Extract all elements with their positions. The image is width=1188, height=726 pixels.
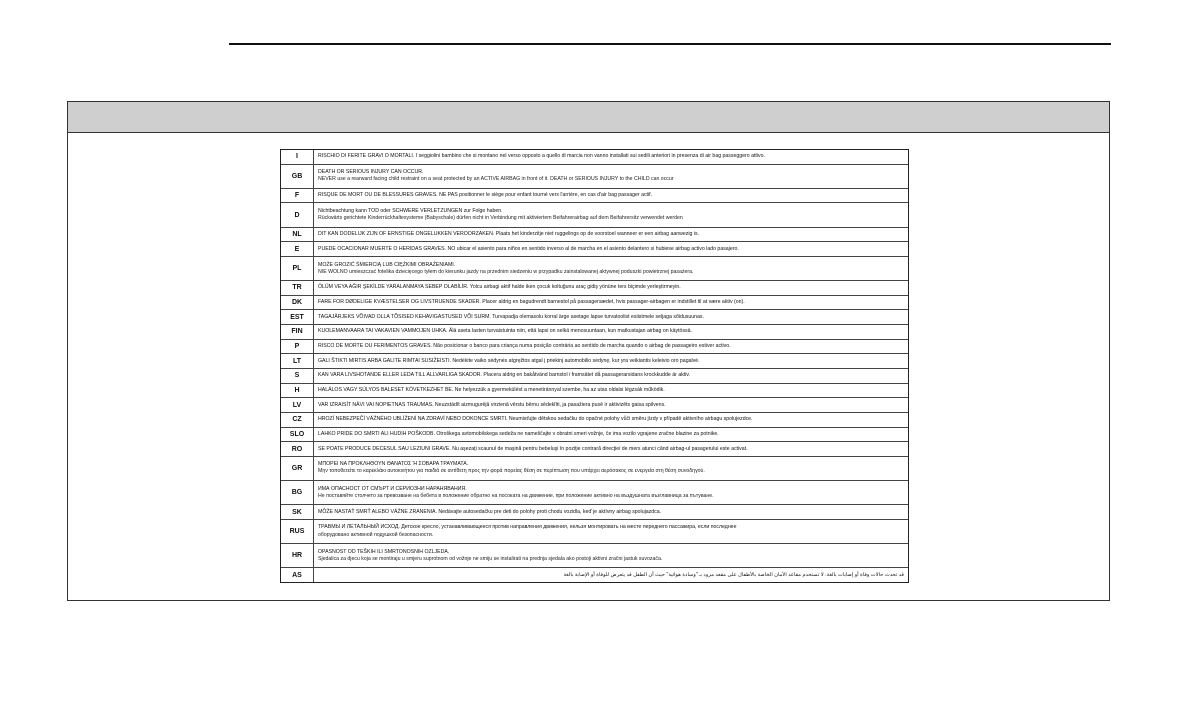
language-code: LT bbox=[281, 354, 314, 368]
language-code: RUS bbox=[281, 520, 314, 543]
language-code: I bbox=[281, 150, 314, 164]
warning-line: Μην τοποθετείτε το καρεκλάκι αυτοκινήτου για παιδιά σε αντίθετη προς την φορά πορείας θέση σε περίπτωση που υπάρχει αερόσακος σε ενεργεία στη θέση συνοδηγού. bbox=[318, 468, 705, 475]
label-row-i bbox=[281, 150, 908, 165]
warning-line: MOŻE GROZIĆ ŚMIERCIĄ LUB CIĘŻKIMI OBRAŻENIAMI. bbox=[318, 261, 456, 268]
warning-text bbox=[314, 413, 908, 427]
warning-text bbox=[314, 203, 908, 226]
warning-line: ТРАВМЫ И ЛЕТАЛЬНЫЙ ИСХОД. Детское кресло, устанавливающееся против направления движения, нельзя монтировать на месте переднего пассажира, если последнее bbox=[318, 524, 737, 531]
label-row-gb bbox=[281, 165, 908, 189]
warning-line: ÖLÜM VEYA AĞIR ŞEKİLDE YARALANMAYA SEBEP OLABİLİR. Yolcu airbagi aktif halde iken çocuk koltuğunu araç gidiş yönüne ters biçimde yerleştirmeyin. bbox=[318, 284, 681, 291]
warning-line: HROZÍ NEBEZPEČÍ VÁŽNÉHO UBLÍŽENÍ NA ZDRAVÍ NEBO DOKONCE SMRTI. Neumisťujte dětskou sedačku do opačné polohy vůči směru jízdy v případě aktivního airbagu spolujezdce. bbox=[318, 416, 753, 423]
warning-text bbox=[314, 150, 908, 164]
warning-line: KUOLEMANVAARA TAI VAKAVIEN VAMMOJEN UHKA. Älä aseta lasten turvaistuinta niin, että lapsi on selkä menosuuntaan, kun matkustajan airbag on käytössä. bbox=[318, 328, 692, 335]
label-row-gr bbox=[281, 457, 908, 481]
warning-text bbox=[314, 257, 908, 280]
warning-line: DIT KAN DODELIJK ZIJN OF ERNSTIGE ONGELUKKEN VEROORZAKEN. Plaats het kinderzitje niet ruggelings op de voorstoel wanneer er een airbag aanwezig is. bbox=[318, 231, 700, 237]
warning-line: KAN VARA LIVSHOTANDE ELLER LEDA TILL ALLVARLIGA SKADOR. Placera aldrig en bakåtvänd barnstol i framsätet då passagerarsidans krockkudde är aktiv. bbox=[318, 372, 691, 379]
label-row-hr bbox=[281, 544, 908, 568]
language-code: SLO bbox=[281, 428, 314, 442]
warning-text bbox=[314, 481, 908, 504]
label-row-f bbox=[281, 189, 908, 204]
warning-text bbox=[314, 228, 908, 242]
language-code: EST bbox=[281, 310, 314, 324]
warning-text bbox=[314, 189, 908, 203]
language-code: P bbox=[281, 340, 314, 354]
language-code: F bbox=[281, 189, 314, 203]
top-rule bbox=[229, 43, 1111, 45]
language-code: NL bbox=[281, 228, 314, 242]
label-row-rus bbox=[281, 520, 908, 544]
warning-line: PUEDE OCACIONAR MUERTE O HERIDAS GRAVES. NO ubicar el asiento para niños en sentido inverso al de marcha en el asiento delantero si hubiese airbag activo lado pasajero. bbox=[318, 245, 739, 252]
language-code: RO bbox=[281, 442, 314, 456]
label-row-p bbox=[281, 340, 908, 355]
panel-header-bar bbox=[68, 102, 1109, 133]
label-row-fin bbox=[281, 325, 908, 340]
label-row-sk bbox=[281, 505, 908, 520]
label-row-pl bbox=[281, 257, 908, 281]
language-code: GB bbox=[281, 165, 314, 188]
warning-line: NEVER use a rearward facing child restraint on a seat protected by an ACTIVE AIRBAG in front of it. DEATH or SERIOUS INJURY to the CHILD can occur bbox=[318, 176, 674, 183]
warning-text bbox=[314, 296, 908, 310]
label-row-e bbox=[281, 242, 908, 257]
warning-text bbox=[314, 442, 908, 456]
warning-line: Sjedalica za djecu koja se montiraju u smjeru suprotnom od vožnje ne smiju se instalirati na prednja sjedala ako postoji aktivni zračni jastuk suvozača. bbox=[318, 555, 663, 562]
label-row-slo bbox=[281, 428, 908, 443]
warning-line: RISQUE DE MORT OU DE BLESSURES GRAVES. NE PAS positionner le siège pour enfant tourné vers l'arrière, en cas d'air bag passager actif. bbox=[318, 192, 653, 199]
airbag-warning-label bbox=[280, 149, 909, 583]
warning-line: GALI ŠTIKTI MIRTIS ARBA GALITE RIMTAI SUSIŽEISTI. Nedėkite vaiko sėdynės atgręžtos atgal į priekinį automobilio sėdynę, kur yra veikiantis keleivio oro pagalvė. bbox=[318, 357, 700, 364]
label-row-dk bbox=[281, 296, 908, 311]
label-row-lt bbox=[281, 354, 908, 369]
language-code: E bbox=[281, 242, 314, 256]
warning-text bbox=[314, 340, 908, 354]
warning-text bbox=[314, 165, 908, 188]
warning-line: Rückwärts gerichtete Kinderrückhaltesysteme (Babyschale) dürfen nicht in Verbindung mit aktiviertem Beifahrerairbag auf dem Beifahrersitz verwendet werden bbox=[318, 215, 683, 222]
label-row-ro bbox=[281, 442, 908, 457]
warning-line: ΜΠΟΡΕΙ ΝΑ ΠΡΟΚΛΗΘΟΥΝ ΘΑΝΑΤΟΣ Ή ΣΟΒΑΡΑ ΤΡΑΥΜΑΤΑ. bbox=[318, 461, 469, 468]
warning-text bbox=[314, 428, 908, 442]
label-row-h bbox=[281, 384, 908, 399]
label-row-bg bbox=[281, 481, 908, 505]
warning-line: HALÁLOS VAGY SÚLYOS BALESET KÖVETKEZHET BE. Ne helyezzük a gyermekülést a menetiránnyal szembe, ha az utas oldalsi légzsák működik. bbox=[318, 386, 665, 393]
warning-text bbox=[314, 520, 908, 543]
warning-line: DEATH OR SERIOUS INJURY CAN OCCUR. bbox=[318, 169, 424, 176]
warning-line: ИМА ОПАСНОСТ ОТ СМЪРТ И СЕРИОЗНИ НАРАНЯВАНИЯ. bbox=[318, 485, 467, 492]
label-row-as bbox=[281, 568, 908, 582]
warning-line: قد تحدث حالات وفاة أو إصابات بالغة. لا تستخدم مقاعد الأمان الخاصة بالأطفال على مقعد مزود بـ "وسادة هوائية" حيث أن الطفل قد يتعرض للوفاة أو الإصابة بالغة bbox=[563, 571, 904, 578]
language-code: PL bbox=[281, 257, 314, 280]
language-code: FIN bbox=[281, 325, 314, 339]
language-code: AS bbox=[281, 568, 314, 582]
warning-text bbox=[314, 505, 908, 519]
warning-text bbox=[314, 354, 908, 368]
label-row-lv bbox=[281, 398, 908, 413]
warning-text bbox=[314, 568, 908, 582]
warning-text bbox=[314, 457, 908, 480]
warning-text bbox=[314, 398, 908, 412]
warning-line: SE POATE PRODUCE DECESUL SAU LEZIUNI GRAVE. Nu aşezaţi scaunul de maşină pentru bebeluşi în poziţie contrară direcţiei de mers atunci când airbag-ul pasagerului este activat. bbox=[318, 445, 748, 452]
warning-line: NIE WOLNO umieszczać fotelika dziecięcego tyłem do kierunku jazdy na przednim siedzeniu w przypadku zainstalowanej aktywnej poduszki powietrznej pasażera. bbox=[318, 268, 694, 275]
language-code: S bbox=[281, 369, 314, 383]
warning-line: LAHKO PRIDE DO SMRTI ALI HUDIH POŠKODB. Otroškega avtomobilskega sedeža ne nameščajte v obratni smeri vožnje, če ima vozilo vgrajene zračne blazine za potnike. bbox=[318, 430, 719, 437]
language-code: HR bbox=[281, 544, 314, 567]
language-code: LV bbox=[281, 398, 314, 412]
warning-line: FARE FOR DØDELIGE KVÆSTELSER OG LIVSTRUENDE SKADER. Placer aldrig en bagudrendt barnestol på passagersædet, hvis passager-airbagen er indstillet til at være aktiv (on). bbox=[318, 299, 745, 306]
warning-text bbox=[314, 281, 908, 295]
language-code: D bbox=[281, 203, 314, 226]
warning-text bbox=[314, 325, 908, 339]
warning-line: TAGAJÄRJEKS VÕIVAD OLLA TÕSISED KEHAVIGASTUSED VÕI SURM. Turvapadja olemasolu korral ärge asetage lapse turvatoolist esiistmele seljaga sõidusuunas. bbox=[318, 313, 704, 320]
warning-text bbox=[314, 369, 908, 383]
warning-line: Не поставяйте столчето за превозване на бебета в положение обратно на посоката на движение, при положение активно на въздушната възглавница за пътуване. bbox=[318, 492, 714, 499]
warning-line: VAR IZRAISĪT NĀVI VAI NOPIETNAS TRAUMAS. Neuzstādīt aizmugurējā virzienā vērstu bērnu sēdeklīti, ja pasažiera pusē ir aktivizēts gaisa spilvens. bbox=[318, 401, 666, 408]
label-row-d bbox=[281, 203, 908, 227]
warning-text bbox=[314, 310, 908, 324]
warning-line: RISCHIO DI FERITE GRAVI O MORTALI. I seggiolini bambino che si montano nel verso opposto a quello di marcia non vanno installati sui sedili anteriori in presenza di air bag passeggero attivo. bbox=[318, 153, 765, 160]
language-code: SK bbox=[281, 505, 314, 519]
warning-text bbox=[314, 384, 908, 398]
label-row-est bbox=[281, 310, 908, 325]
label-row-cz bbox=[281, 413, 908, 428]
warning-line: Nichtbeachtung kann TOD oder SCHWERE VERLETZUNGEN zur Folge haben. bbox=[318, 208, 503, 215]
label-row-nl bbox=[281, 228, 908, 243]
language-code: GR bbox=[281, 457, 314, 480]
warning-text bbox=[314, 242, 908, 256]
warning-line: RISCO DE MORTE OU FERIMENTOS GRAVES. Não posicionar o banco para criança numa posição contrária ao sentido de marcha quando o airbag de passageiro estiver activo. bbox=[318, 343, 731, 350]
language-code: H bbox=[281, 384, 314, 398]
label-row-s bbox=[281, 369, 908, 384]
warning-line: MÔŽE NASTAŤ SMRŤ ALEBO VÁŽNE ZRANENIA. Nedávajte autosedačku pre deti do polohy proti chodu vozidla, keď je aktívny airbag spolujazdca. bbox=[318, 508, 662, 515]
label-row-tr bbox=[281, 281, 908, 296]
language-code: TR bbox=[281, 281, 314, 295]
warning-line: OPASNOST OD TEŠKIH ILI SMRTONOSNIH OZLJEDA. bbox=[318, 548, 450, 555]
warning-text bbox=[314, 544, 908, 567]
language-code: CZ bbox=[281, 413, 314, 427]
language-code: BG bbox=[281, 481, 314, 504]
warning-line: оборудовано активной подушкой безопасности. bbox=[318, 531, 434, 538]
language-code: DK bbox=[281, 296, 314, 310]
